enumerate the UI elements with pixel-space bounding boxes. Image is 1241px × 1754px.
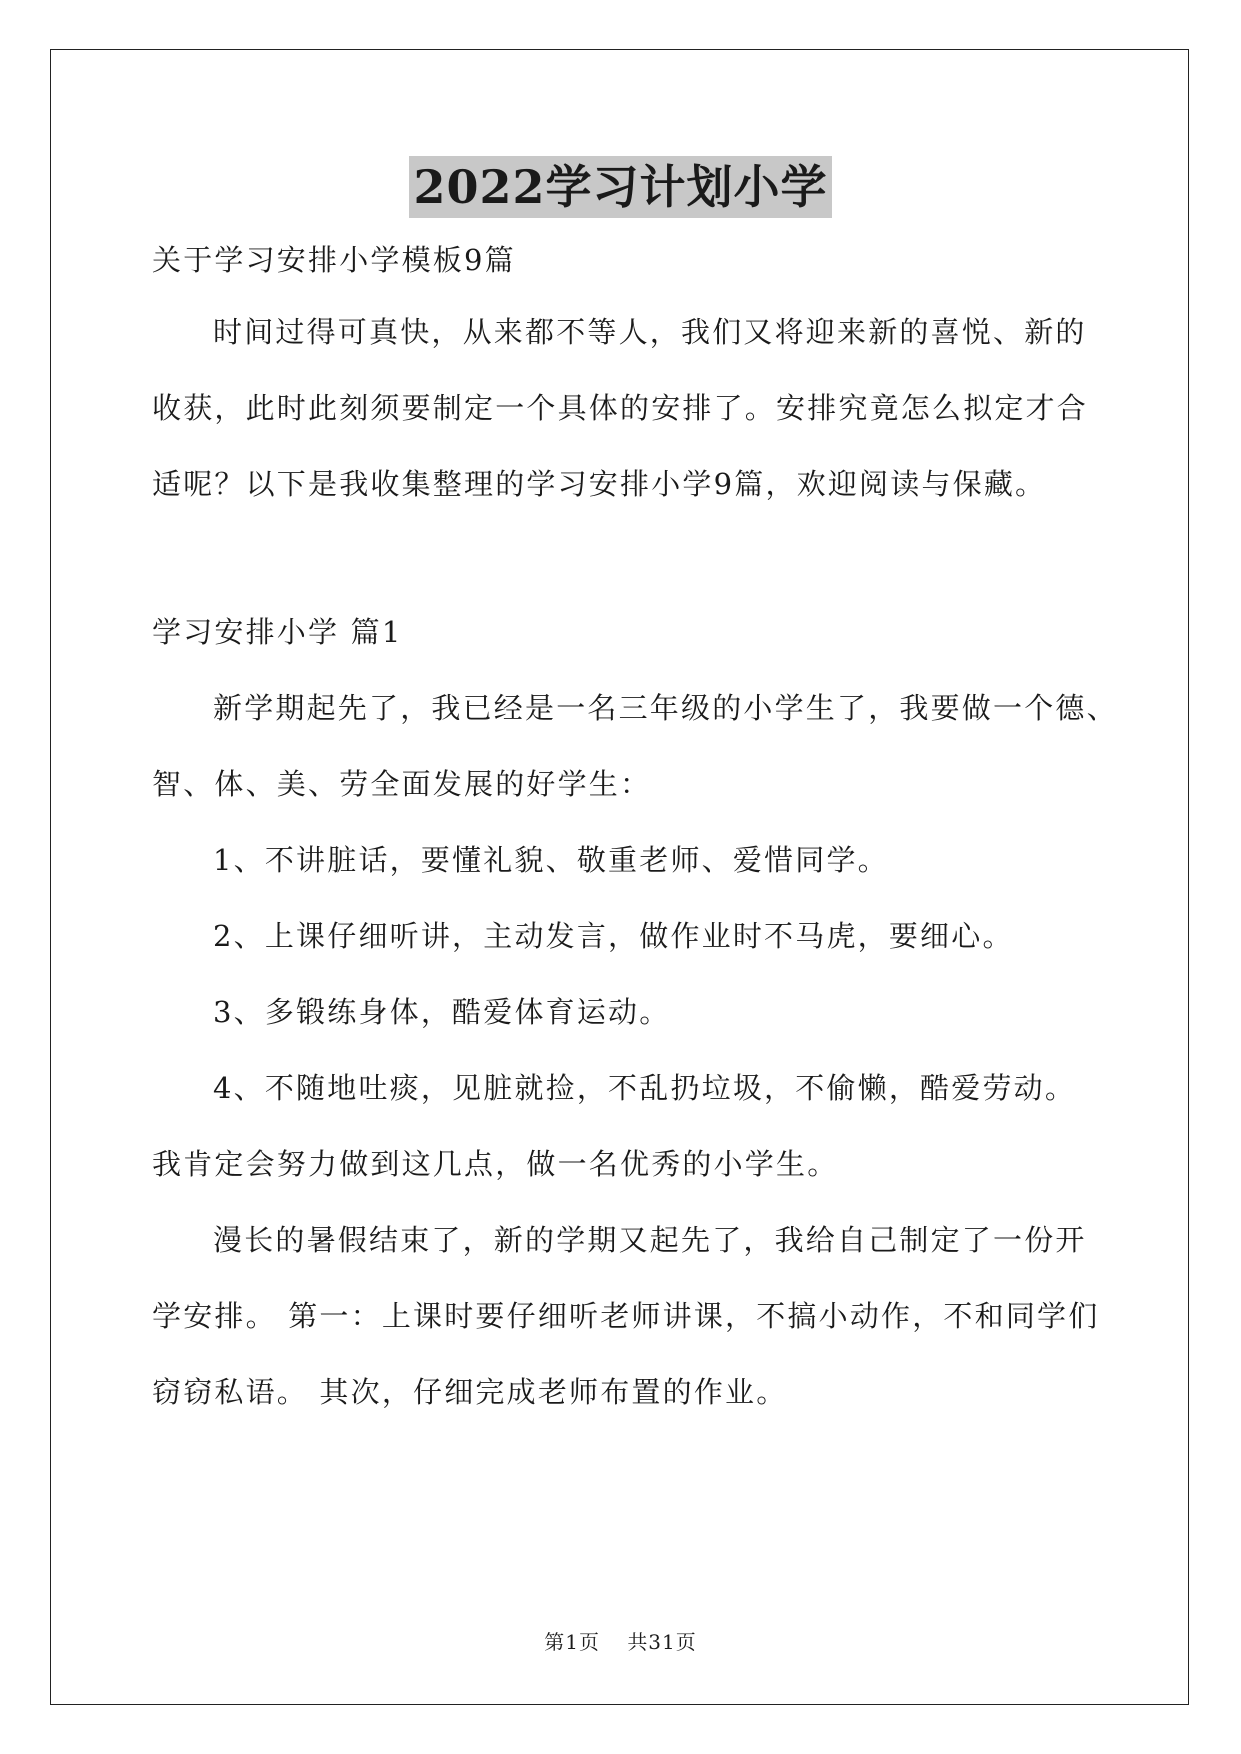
list-item: 2、上课仔细听讲，主动发言，做作业时不马虎，要细心。 xyxy=(213,919,1014,953)
paragraph-line: 时间过得可真快，从来都不等人，我们又将迎来新的喜悦、新的 xyxy=(213,315,1087,349)
paragraph-line: 学安排。 第一：上课时要仔细听老师讲课，不搞小动作，不和同学们 xyxy=(152,1299,1100,1333)
total-pages: 共31页 xyxy=(627,1630,697,1654)
paragraph-line: 新学期起先了，我已经是一名三年级的小学生了，我要做一个德、 xyxy=(213,691,1118,725)
section-heading: 学习安排小学 篇1 xyxy=(152,615,403,649)
list-item: 4、不随地吐痰，见脏就捡，不乱扔垃圾，不偷懒，酷爱劳动。 xyxy=(213,1071,1077,1105)
title-container xyxy=(0,156,1241,218)
page-footer xyxy=(0,1630,1241,1654)
document-title: 2022学习计划小学 xyxy=(409,156,831,218)
paragraph-line: 适呢？以下是我收集整理的学习安排小学9篇，欢迎阅读与保藏。 xyxy=(152,467,1047,501)
paragraph-line: 我肯定会努力做到这几点，做一名优秀的小学生。 xyxy=(152,1147,839,1181)
paragraph-line: 智、体、美、劳全面发展的好学生： xyxy=(152,767,652,801)
paragraph-line: 漫长的暑假结束了，新的学期又起先了，我给自己制定了一份开 xyxy=(213,1223,1087,1257)
page-number: 第1页 xyxy=(544,1630,600,1654)
paragraph-line: 窃窃私语。 其次，仔细完成老师布置的作业。 xyxy=(152,1375,788,1409)
list-item: 1、不讲脏话，要懂礼貌、敬重老师、爱惜同学。 xyxy=(213,843,889,877)
paragraph-line: 收获，此时此刻须要制定一个具体的安排了。安排究竟怎么拟定才合 xyxy=(152,391,1089,425)
subtitle-line: 关于学习安排小学模板9篇 xyxy=(152,243,516,277)
list-item: 3、多锻练身体，酷爱体育运动。 xyxy=(213,995,671,1029)
